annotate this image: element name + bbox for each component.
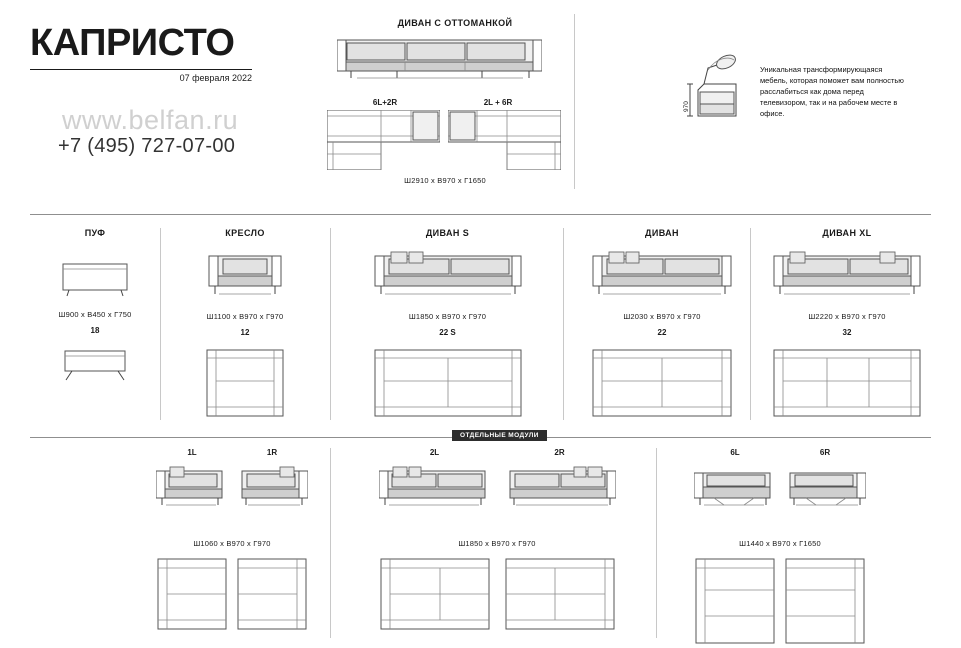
divan-xl-perspective (762, 248, 932, 302)
module-divider-1 (330, 448, 331, 638)
product-column-puf (35, 228, 155, 383)
module-divider-2 (656, 448, 657, 638)
product-title: ДИВАН S (425, 228, 470, 238)
product-dimensions: Ш900 x В450 x Г750 (58, 310, 132, 319)
divan-s-perspective (340, 248, 555, 302)
column-divider-2 (330, 228, 331, 420)
top-dimensions: Ш2910 х В970 х Г1650 (404, 176, 486, 185)
divan-perspective (572, 248, 752, 302)
divan-s-plan-view (340, 349, 555, 417)
title-divider (30, 69, 252, 70)
phone-number: +7 (495) 727-07-00 (58, 135, 236, 157)
section-divider-1 (30, 214, 931, 215)
module-label-6L: 6L (730, 448, 740, 457)
module-group-1 (152, 448, 312, 630)
divan-xl-plan-view (762, 349, 932, 417)
variant-label-left: 6L+2R (372, 98, 398, 107)
module-3-perspectives (690, 463, 870, 511)
watermark-url: www.belfan.ru (62, 105, 239, 135)
kreslo-perspective (175, 248, 315, 302)
product-column-divan-s (340, 228, 555, 417)
page-title: КАПРИСТО (30, 22, 235, 64)
product-dimensions: Ш1100 x В970 x Г970 (206, 312, 284, 321)
module-2-plans (372, 558, 622, 630)
plan-view-6L-2R (327, 110, 440, 170)
product-code: 22 (657, 328, 667, 337)
product-column-divan-xl (762, 228, 932, 417)
document-date: 07 февраля 2022 (179, 73, 252, 83)
product-dimensions: Ш1850 x В970 x Г970 (408, 312, 487, 321)
module-label-2L: 2L (429, 448, 440, 457)
product-code: 12 (240, 328, 250, 337)
brand-block (30, 22, 260, 83)
product-dimensions: Ш2220 x В970 x Г970 (808, 312, 886, 321)
product-description: Уникальная трансформирующаяся мебель, которая поможет вам полностью расслабиться как дома перед телевизором, так и на рабочем месте в офисе. (760, 65, 904, 118)
top-section-title: ДИВАН С ОТТОМАНКОЙ (397, 18, 513, 28)
product-title: ДИВАН XL (822, 228, 872, 238)
product-title: ДИВАН (645, 228, 679, 238)
module-dimensions-1: Ш1060 x В970 x Г970 (193, 539, 271, 548)
product-code: 22 S (439, 328, 456, 337)
modules-section-label: ОТДЕЛЬНЫЕ МОДУЛИ (452, 430, 547, 441)
product-title: КРЕСЛО (225, 228, 265, 238)
variant-label-right: 2L + 6R (483, 98, 513, 107)
kreslo-plan-view (175, 349, 315, 417)
product-code: 32 (842, 328, 852, 337)
puf-front-view (35, 349, 155, 383)
divan-plan-view (572, 349, 752, 417)
module-3-plans (690, 558, 870, 644)
top-vertical-divider (574, 14, 575, 189)
module-group-3 (690, 448, 870, 644)
product-column-divan (572, 228, 752, 417)
sofa-ottoman-illustration (337, 34, 542, 82)
product-column-kreslo (175, 228, 315, 417)
module-label-1L: 1L (187, 448, 197, 457)
column-divider-1 (160, 228, 161, 420)
product-title: ПУФ (84, 228, 106, 238)
module-dimensions-2: Ш1850 x В970 x Г970 (458, 539, 536, 548)
product-code: 18 (90, 326, 100, 335)
module-label-2R: 2R (554, 448, 565, 457)
module-label-6R: 6R (819, 448, 831, 457)
module-dimensions-3: Ш1440 x В970 x Г1650 (739, 539, 821, 548)
module-2-perspectives (372, 463, 622, 511)
module-1-plans (152, 558, 312, 630)
module-label-1R: 1R (266, 448, 278, 457)
module-1-perspectives (152, 463, 312, 511)
module-group-2 (372, 448, 622, 630)
transform-illustration (684, 50, 754, 120)
height-dimension-label: 970 (683, 101, 690, 112)
plan-view-2L-6R (448, 110, 561, 170)
puf-perspective (35, 260, 155, 300)
column-divider-3 (563, 228, 564, 420)
product-dimensions: Ш2030 x В970 x Г970 (623, 312, 701, 321)
